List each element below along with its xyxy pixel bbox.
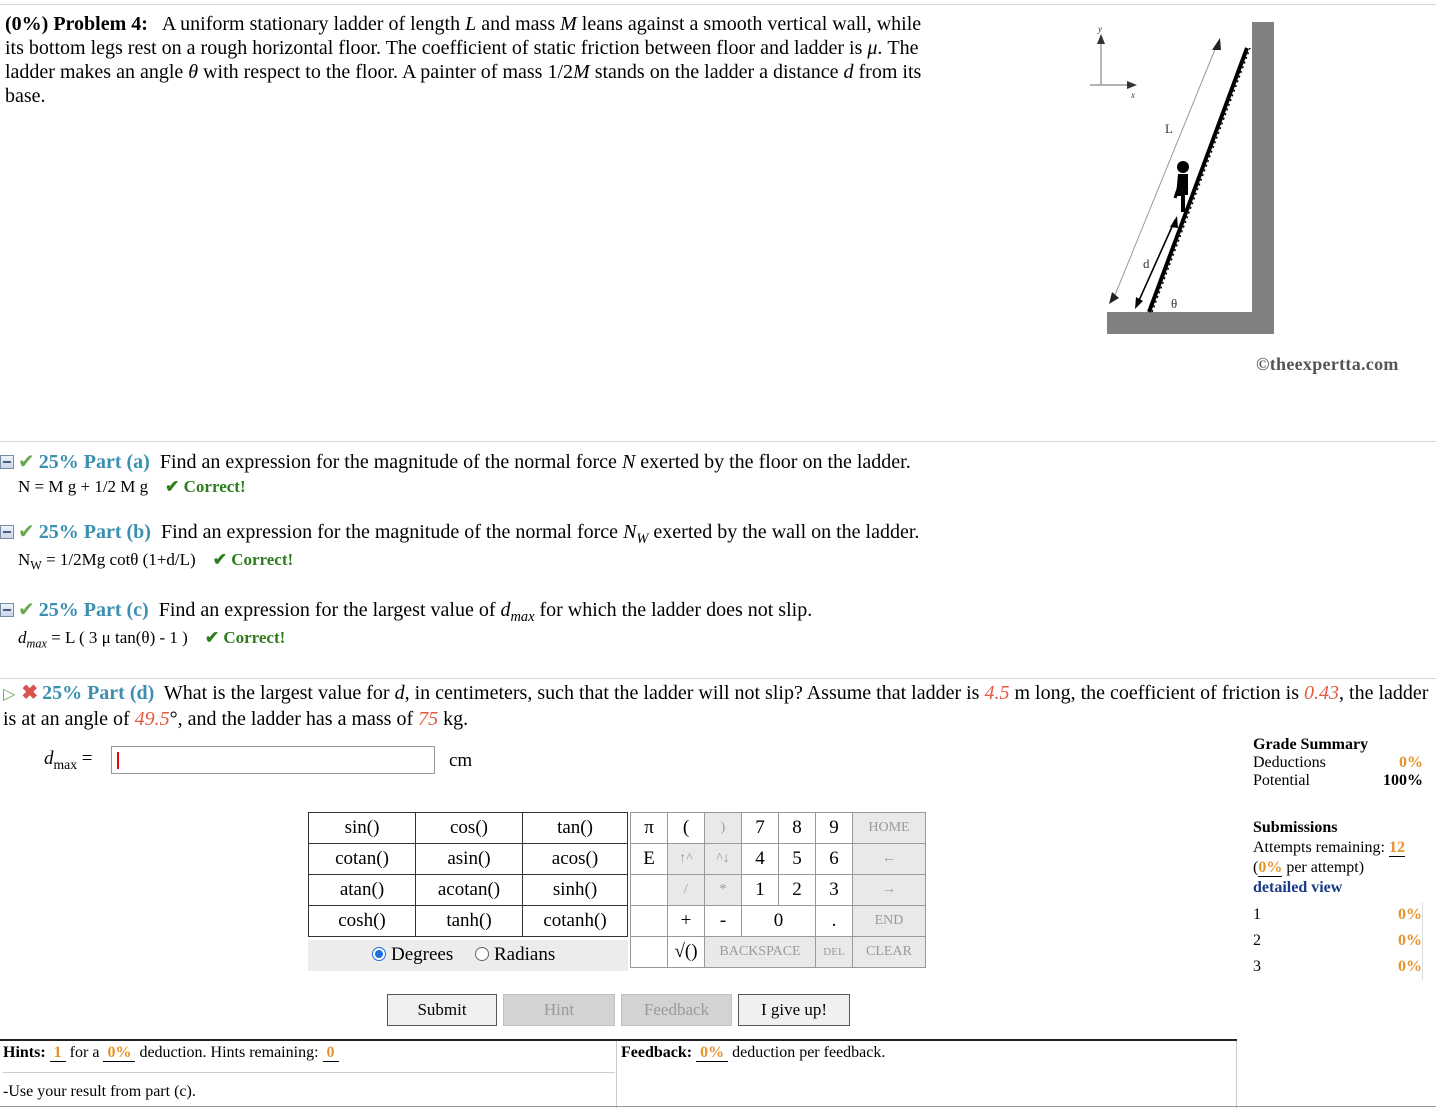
part-d-header: ▷ ✖ 25% Part (d) What is the largest value for d, in centimeters, such that the ladder will not slip? Assume that ladder is 4.5 m long, the coefficient of friction is 0.43, the ladder is at an angle of 49.5°, and the ladder has a mass of 75 kg.	[3, 682, 1429, 730]
part-c-status: ✔ Correct!	[204, 628, 286, 647]
key-clear[interactable]: CLEAR	[853, 937, 926, 968]
numeric-keypad	[630, 812, 926, 968]
key-backspace[interactable]: BACKSPACE	[705, 937, 816, 968]
submission-row: 1 0%	[1253, 902, 1423, 928]
feedback-info: Feedback: 0% deduction per feedback.	[621, 1044, 886, 1061]
key-cotanh[interactable]: cotanh()	[523, 906, 628, 937]
key-2[interactable]: 2	[779, 875, 816, 906]
part-a-label: 25% Part (a)	[38, 451, 150, 473]
key-1[interactable]: 1	[742, 875, 779, 906]
submission-history	[1253, 902, 1423, 980]
submissions-panel: Submissions Attempts remaining: 12 (0% per attempt) detailed view	[1253, 818, 1423, 898]
key-home[interactable]: HOME	[853, 813, 926, 844]
key-superscript-up[interactable]: ↑^	[668, 844, 705, 875]
grade-summary: Grade Summary Deductions 0% Potential 100%	[1253, 736, 1423, 789]
key-acos[interactable]: acos()	[523, 844, 628, 875]
problem-statement: (0%) Problem 4: A uniform stationary ladder of length L and mass M leans against a smooth vertical wall, while its bottom legs rest on a rough horizontal floor. The coefficient of static friction between floor and ladder is μ. The ladder makes an angle θ with respect to the floor. A painter of mass 1/2M stands on the ladder a distance d from its base.	[5, 13, 922, 107]
key-7[interactable]: 7	[742, 813, 779, 844]
key-4[interactable]: 4	[742, 844, 779, 875]
key-del[interactable]: DEL	[816, 937, 853, 968]
key-0[interactable]: 0	[742, 906, 816, 937]
key-9[interactable]: 9	[816, 813, 853, 844]
top-divider	[0, 4, 1436, 5]
part-c-answer: $d_{max} = L$ ( 3 μ tan(θ) - 1 ) ✔ Correct!	[18, 628, 286, 651]
key-plus[interactable]: +	[668, 906, 705, 937]
key-atan[interactable]: atan()	[309, 875, 416, 906]
dmax-answer-input[interactable]	[111, 746, 435, 774]
key-tanh[interactable]: tanh()	[416, 906, 523, 937]
degrees-option[interactable]: Degrees	[372, 944, 453, 966]
collapse-icon[interactable]	[0, 525, 14, 539]
part-a-answer-value: N = M g + 1/2 M g	[18, 477, 149, 496]
key-acotan[interactable]: acotan()	[416, 875, 523, 906]
key-minus[interactable]: -	[705, 906, 742, 937]
key-sinh[interactable]: sinh()	[523, 875, 628, 906]
collapse-icon[interactable]	[0, 455, 14, 469]
play-icon[interactable]: ▷	[3, 686, 16, 703]
axes-icon	[1090, 24, 1137, 100]
key-blank	[631, 906, 668, 937]
ladder-figure	[1085, 20, 1285, 340]
svg-text:d: d	[1143, 256, 1150, 271]
grade-summary-title: Grade Summary	[1253, 736, 1369, 753]
checkmark-icon: ✔	[18, 521, 35, 543]
part-c-label: 25% Part (c)	[38, 599, 149, 621]
key-e[interactable]: E	[631, 844, 668, 875]
part-a-header: ✔ 25% Part (a) Find an expression for the magnitude of the normal force N exerted by the floor on the ladder.	[0, 449, 911, 474]
footer-vertical-divider	[616, 1041, 617, 1108]
detailed-view-link[interactable]: detailed view	[1253, 879, 1343, 896]
svg-text:θ: θ	[1171, 296, 1178, 311]
part-d-label: 25% Part (d)	[42, 682, 155, 704]
key-cosh[interactable]: cosh()	[309, 906, 416, 937]
hint-text: -Use your result from part (c).	[3, 1083, 196, 1100]
text-caret	[117, 752, 119, 769]
feedback-button[interactable]: Feedback	[621, 994, 732, 1026]
hints-divider	[3, 1072, 615, 1073]
key-superscript-down[interactable]: ^↓	[705, 844, 742, 875]
footer-right-border	[1236, 1041, 1237, 1108]
submission-row: 2 0%	[1253, 928, 1423, 954]
key-cos[interactable]: cos()	[416, 813, 523, 844]
copyright-credit: ©theexpertta.com	[1256, 354, 1399, 374]
checkmark-icon: ✔	[18, 599, 35, 621]
key-8[interactable]: 8	[779, 813, 816, 844]
angle-mode-selector	[308, 940, 628, 971]
part-a-answer	[18, 477, 246, 497]
floor	[1107, 312, 1274, 334]
key-decimal[interactable]: .	[816, 906, 853, 937]
unit-label: cm	[449, 750, 473, 771]
key-lparen[interactable]: (	[668, 813, 705, 844]
key-sqrt[interactable]: √()	[668, 937, 705, 968]
key-sin[interactable]: sin()	[309, 813, 416, 844]
potential-value: 100%	[1383, 772, 1423, 789]
part-b-label: 25% Part (b)	[38, 521, 151, 543]
radio-selected-icon[interactable]	[372, 947, 386, 961]
dmax-input-label: $d_{max}$ =	[44, 748, 93, 772]
key-rparen[interactable]: )	[705, 813, 742, 844]
hints-info: Hints: 1 for a 0% deduction. Hints remaining: 0	[3, 1044, 339, 1062]
attempts-remaining: 12	[1388, 839, 1405, 856]
svg-text:L: L	[1165, 121, 1173, 136]
key-multiply[interactable]: *	[705, 875, 742, 906]
key-blank	[631, 937, 668, 968]
key-pi[interactable]: π	[631, 813, 668, 844]
bottom-border	[0, 1106, 1436, 1107]
cross-icon: ✖	[21, 682, 39, 704]
part-a-status: ✔ Correct!	[165, 477, 246, 496]
give-up-button[interactable]: I give up!	[738, 994, 850, 1026]
svg-text:y: y	[1098, 24, 1102, 34]
key-left-arrow[interactable]: ←	[853, 844, 926, 875]
deductions-value: 0%	[1399, 754, 1423, 771]
part-b-answer: $N_W = 1/2Mg$ cotθ (1+d/L) ✔ Correct!	[18, 550, 294, 573]
key-blank	[631, 875, 668, 906]
key-end[interactable]: END	[853, 906, 926, 937]
part-b-status: ✔ Correct!	[212, 550, 294, 569]
key-divide[interactable]: /	[668, 875, 705, 906]
radians-option[interactable]: Radians	[475, 944, 555, 966]
hint-button[interactable]: Hint	[503, 994, 615, 1026]
svg-text:x: x	[1131, 90, 1135, 100]
wall	[1252, 22, 1274, 334]
divider-part-d	[0, 678, 1436, 679]
key-6[interactable]: 6	[816, 844, 853, 875]
key-5[interactable]: 5	[779, 844, 816, 875]
problem-percent: (0%)	[5, 13, 49, 35]
key-cotan[interactable]: cotan()	[309, 844, 416, 875]
function-keypad	[308, 812, 628, 937]
part-c-header: ✔ 25% Part (c) Find an expression for the largest value of $d_{max}$ for which the ladder does not slip.	[0, 597, 812, 626]
collapse-icon[interactable]	[0, 603, 14, 617]
checkmark-icon: ✔	[18, 451, 35, 473]
problem-title: Problem 4:	[53, 13, 148, 35]
submission-row: 3 0%	[1253, 954, 1423, 980]
key-tan[interactable]: tan()	[523, 813, 628, 844]
key-right-arrow[interactable]: →	[853, 875, 926, 906]
key-3[interactable]: 3	[816, 875, 853, 906]
key-asin[interactable]: asin()	[416, 844, 523, 875]
hints-used: 1	[50, 1044, 66, 1062]
submit-button[interactable]: Submit	[387, 994, 497, 1026]
footer-divider	[0, 1039, 1237, 1041]
part-b-header: ✔ 25% Part (b) Find an expression for the magnitude of the normal force $N_W$ exerted by the wall on the ladder.	[0, 519, 919, 548]
divider-parts	[0, 441, 1436, 442]
radio-icon[interactable]	[475, 947, 489, 961]
hints-remaining: 0	[323, 1044, 339, 1062]
